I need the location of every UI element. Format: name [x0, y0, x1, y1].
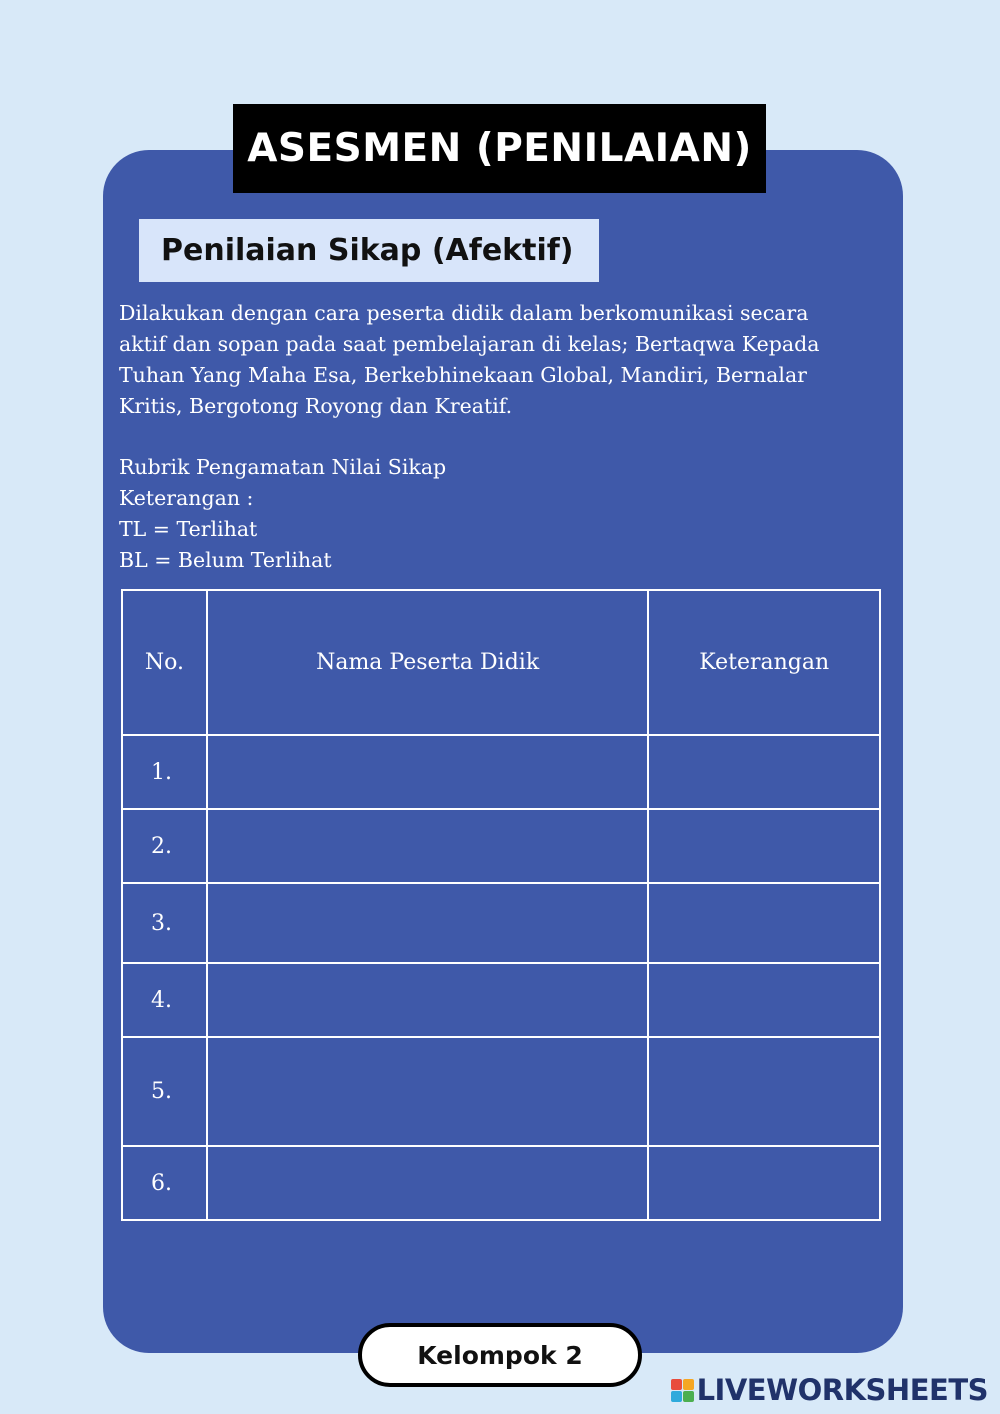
table-row: [122, 1037, 880, 1146]
row-number: 6.: [122, 1146, 207, 1220]
notes-block: [119, 452, 446, 576]
logo-square: [683, 1379, 694, 1390]
header-name: Nama Peserta Didik: [207, 590, 649, 735]
section-title: Penilaian Sikap (Afektif): [139, 219, 599, 282]
page-title: ASESMEN (PENILAIAN): [233, 104, 766, 193]
table-row: [122, 809, 880, 883]
student-name-cell[interactable]: [207, 1037, 649, 1146]
liveworksheets-logo-icon: [671, 1379, 694, 1402]
legend-label: Keterangan :: [119, 486, 254, 510]
row-number: 2.: [122, 809, 207, 883]
header-note: Keterangan: [648, 590, 880, 735]
note-cell[interactable]: [648, 735, 880, 809]
note-cell[interactable]: [648, 1037, 880, 1146]
row-number: 5.: [122, 1037, 207, 1146]
student-name-cell[interactable]: [207, 1146, 649, 1220]
logo-square: [671, 1391, 682, 1402]
row-number: 3.: [122, 883, 207, 963]
rubric-table: [121, 589, 881, 1221]
legend-bl: BL = Belum Terlihat: [119, 548, 332, 572]
note-cell[interactable]: [648, 809, 880, 883]
student-name-cell[interactable]: [207, 735, 649, 809]
row-number: 4.: [122, 963, 207, 1037]
student-name-cell[interactable]: [207, 883, 649, 963]
student-name-cell[interactable]: [207, 963, 649, 1037]
rubric-title: Rubrik Pengamatan Nilai Sikap: [119, 455, 447, 479]
watermark-text: LIVEWORKSHEETS: [696, 1373, 988, 1407]
header-no: No.: [122, 590, 207, 735]
table-row: [122, 963, 880, 1037]
table-row: [122, 883, 880, 963]
logo-square: [683, 1391, 694, 1402]
logo-square: [671, 1379, 682, 1390]
table-row: [122, 735, 880, 809]
group-label: Kelompok 2: [358, 1323, 642, 1387]
liveworksheets-watermark[interactable]: [671, 1373, 988, 1407]
section-description: Dilakukan dengan cara peserta didik dalam berkomunikasi secara aktif dan sopan pada saat pembelajaran di kelas; Bertaqwa Kepada Tuhan Yang Maha Esa, Berkebhinekaan Global, Mandiri, Bernalar Kritis, Bergotong Royong dan Kreatif.: [119, 301, 820, 418]
row-number: 1.: [122, 735, 207, 809]
student-name-cell[interactable]: [207, 809, 649, 883]
table-row: [122, 1146, 880, 1220]
note-cell[interactable]: [648, 1146, 880, 1220]
note-cell[interactable]: [648, 963, 880, 1037]
note-cell[interactable]: [648, 883, 880, 963]
legend-tl: TL = Terlihat: [119, 517, 258, 541]
